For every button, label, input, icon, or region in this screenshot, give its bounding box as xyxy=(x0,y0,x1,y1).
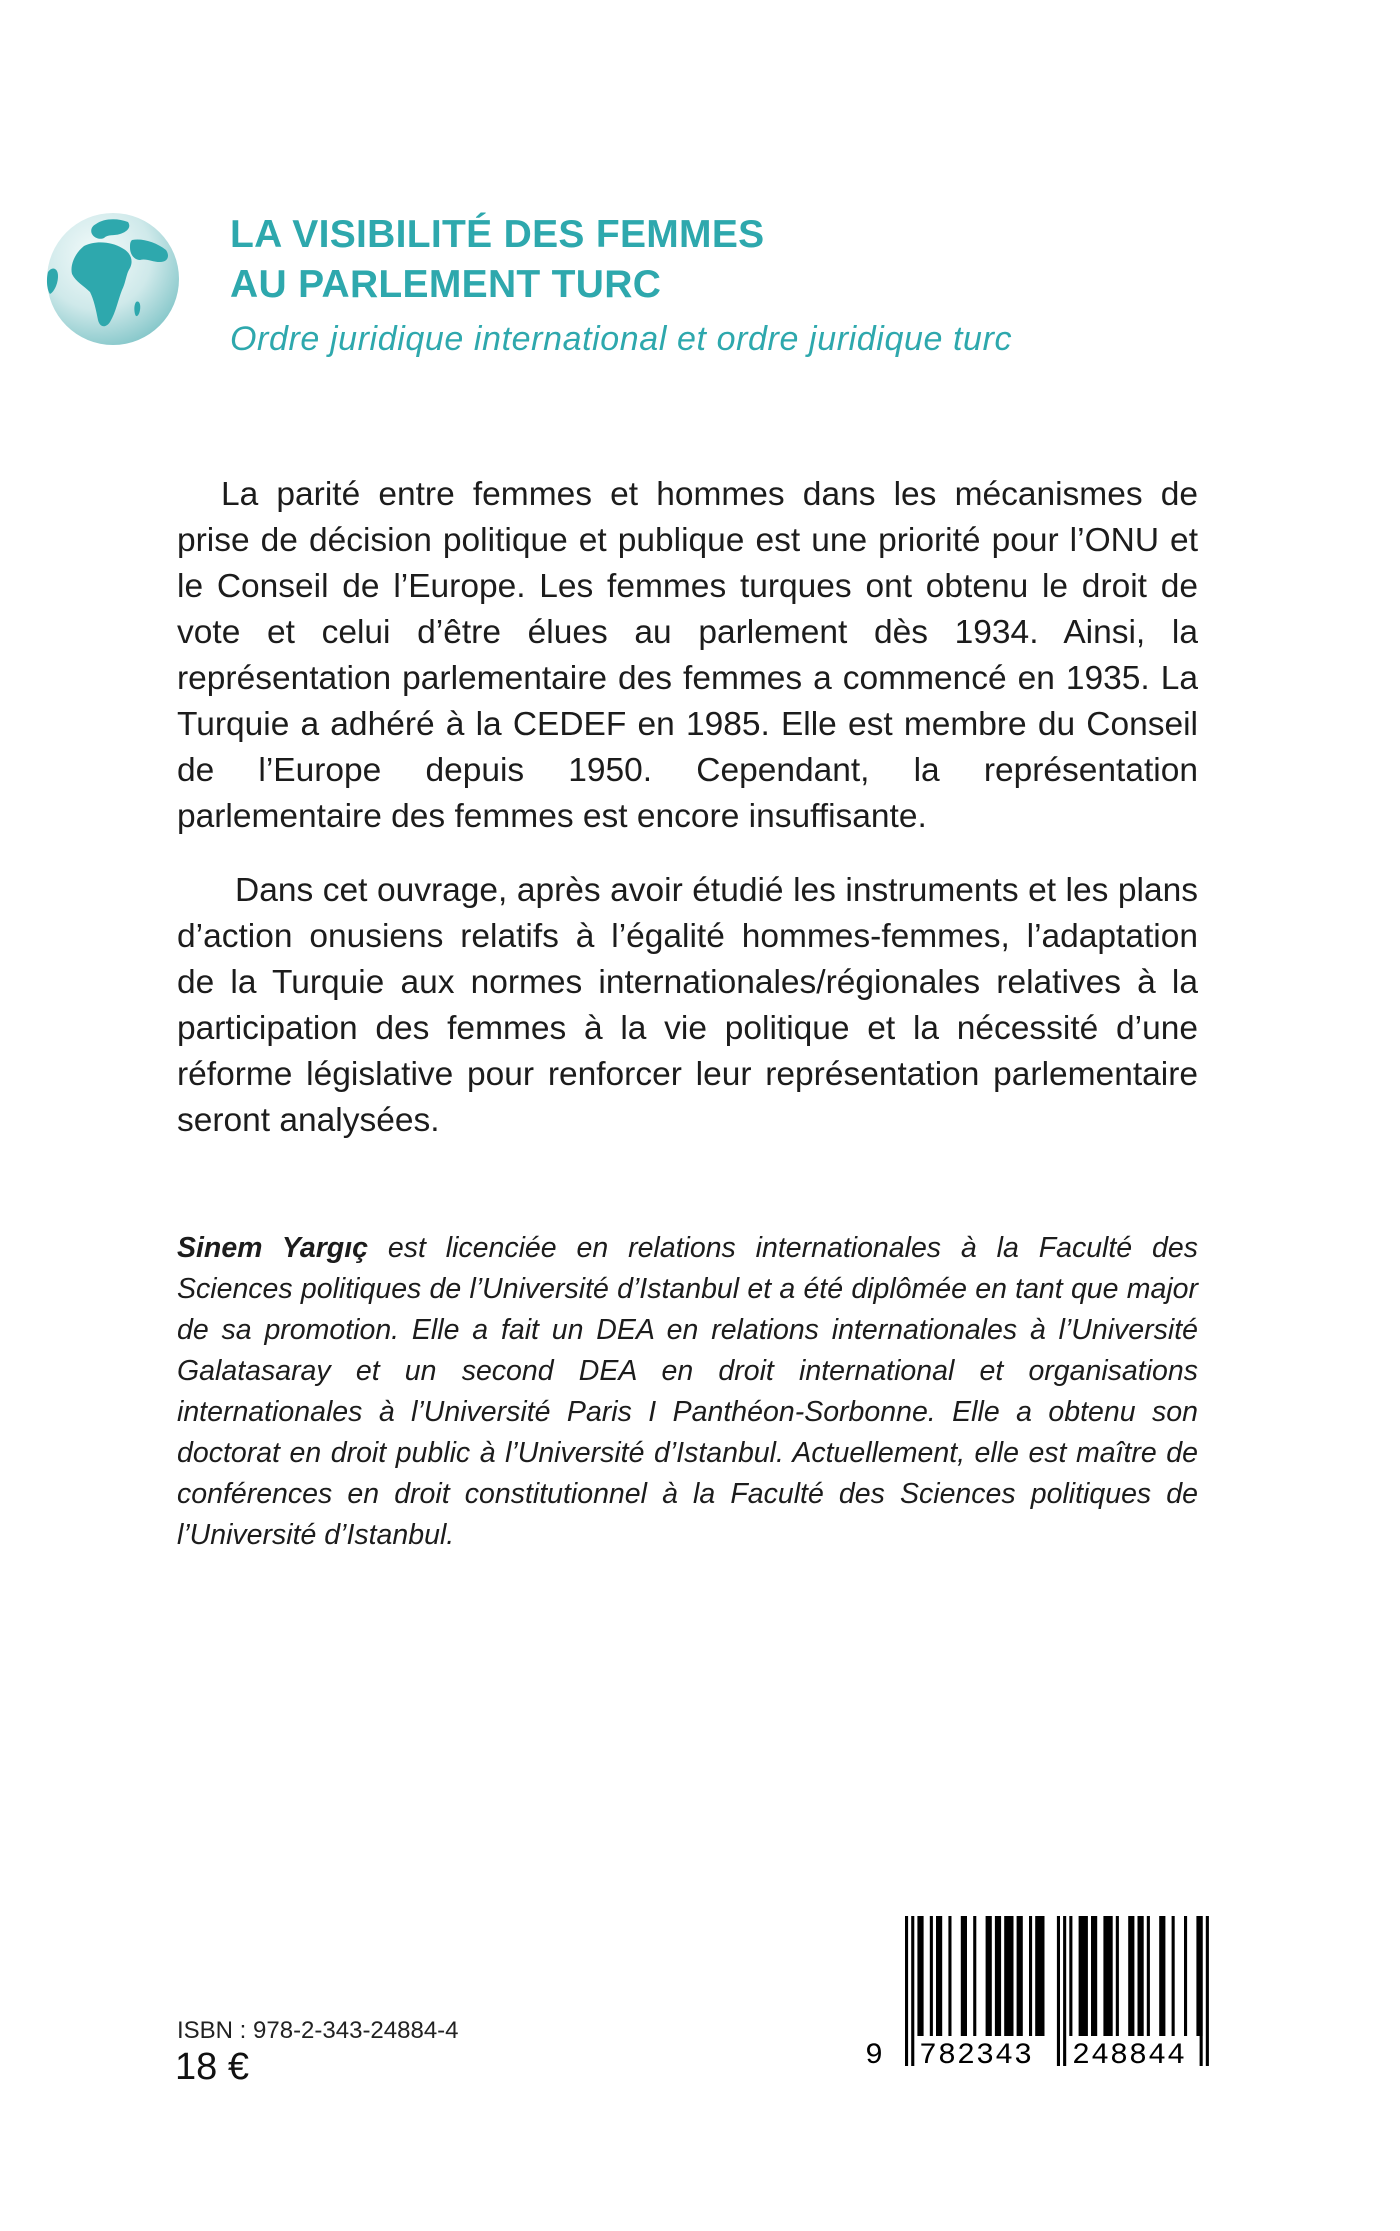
barcode-bar xyxy=(1103,1916,1112,2036)
blurb-paragraph-2: Dans cet ouvrage, après avoir étudié les instruments et les plans d’action onusiens relatifs à l’égalité hommes-femmes, l’adaptation de la Turquie aux normes internationales/régionales relatives à la participation des femmes à la vie politique et la nécessité d’une réforme législative pour renforcer leur représentation parlementaire seront analysées. xyxy=(177,872,1198,1139)
title-block xyxy=(230,210,1330,362)
barcode-bar xyxy=(986,1916,992,2036)
barcode-bar xyxy=(995,1916,1001,2036)
barcode-bar xyxy=(1079,1916,1088,2036)
book-subtitle: Ordre juridique international et ordre juridique turc xyxy=(230,320,1013,358)
barcode-bar xyxy=(1206,1916,1209,2066)
barcode-bar xyxy=(1138,1916,1144,2036)
barcode-digits-left: 782343 xyxy=(919,2039,1034,2073)
barcode-bar xyxy=(1004,1916,1013,2036)
barcode-digit-first: 9 xyxy=(865,2039,885,2073)
barcode-bar xyxy=(1057,1916,1060,2066)
barcode-bar xyxy=(1091,1916,1097,2036)
globe-icon xyxy=(44,210,182,348)
author-name: Sinem Yargıç xyxy=(177,1232,368,1264)
barcode-bar xyxy=(1063,1916,1066,2066)
barcode-bar xyxy=(930,1916,933,2036)
barcode-bar xyxy=(1116,1916,1119,2036)
barcode-bar xyxy=(1172,1916,1175,2036)
book-title-line2: AU PARLEMENT TURC xyxy=(230,263,662,306)
barcode-bar xyxy=(905,1916,908,2066)
isbn-label: ISBN : 978-2-343-24884-4 xyxy=(177,2017,459,2044)
barcode-bar xyxy=(1029,1916,1032,2036)
barcode-bar xyxy=(911,1916,914,2066)
barcode-bar xyxy=(973,1916,976,2036)
barcode-bar xyxy=(1147,1916,1150,2036)
barcode-bar xyxy=(948,1916,951,2036)
barcode-bar xyxy=(917,1916,923,2036)
barcode-bar xyxy=(1128,1916,1134,2036)
barcode-bar xyxy=(1159,1916,1165,2036)
book-title-line1: LA VISIBILITÉ DES FEMMES xyxy=(230,213,765,256)
barcode-bar xyxy=(936,1916,942,2036)
barcode-bar xyxy=(1184,1916,1187,2036)
barcode-bar xyxy=(1069,1916,1072,2036)
author-bio xyxy=(177,1228,1198,1556)
price-label: 18 € xyxy=(175,2046,249,2088)
barcode xyxy=(867,1916,1218,2076)
barcode-digits-right: 248844 xyxy=(1072,2039,1187,2073)
author-bio-text: est licenciée en relations internationales à la Faculté des Sciences politiques de l’Université d’Istanbul et a été diplômée en tant que major de sa promotion. Elle a fait un DEA en relations internationales à l’Université Galatasaray et un second DEA en droit international et organisations internationales à l’Université Paris I Panthéon-Sorbonne. Elle a obtenu son doctorat en droit public à l’Université d’Istanbul. Actuellement, elle est maître de conférences en droit constitutionnel à la Faculté des Sciences politiques de l’Université d’Istanbul. xyxy=(177,1232,1198,1551)
barcode-bar xyxy=(1035,1916,1044,2036)
barcode-bar xyxy=(961,1916,967,2036)
barcode-bar xyxy=(1017,1916,1023,2036)
blurb-paragraph-1: La parité entre femmes et hommes dans les mécanismes de prise de décision politique et publique est une priorité pour l’ONU et le Conseil de l’Europe. Les femmes turques ont obtenu le droit de vote et celui d’être élues au parlement dès 1934. Ainsi, la représentation parlementaire des femmes a commencé en 1935. La Turquie a adhéré à la CEDEF en 1985. Elle est membre du Conseil de l’Europe depuis 1950. Cependant, la représentation parlementaire des femmes est encore insuffisante. xyxy=(177,476,1198,835)
barcode-bar xyxy=(1200,1916,1203,2066)
